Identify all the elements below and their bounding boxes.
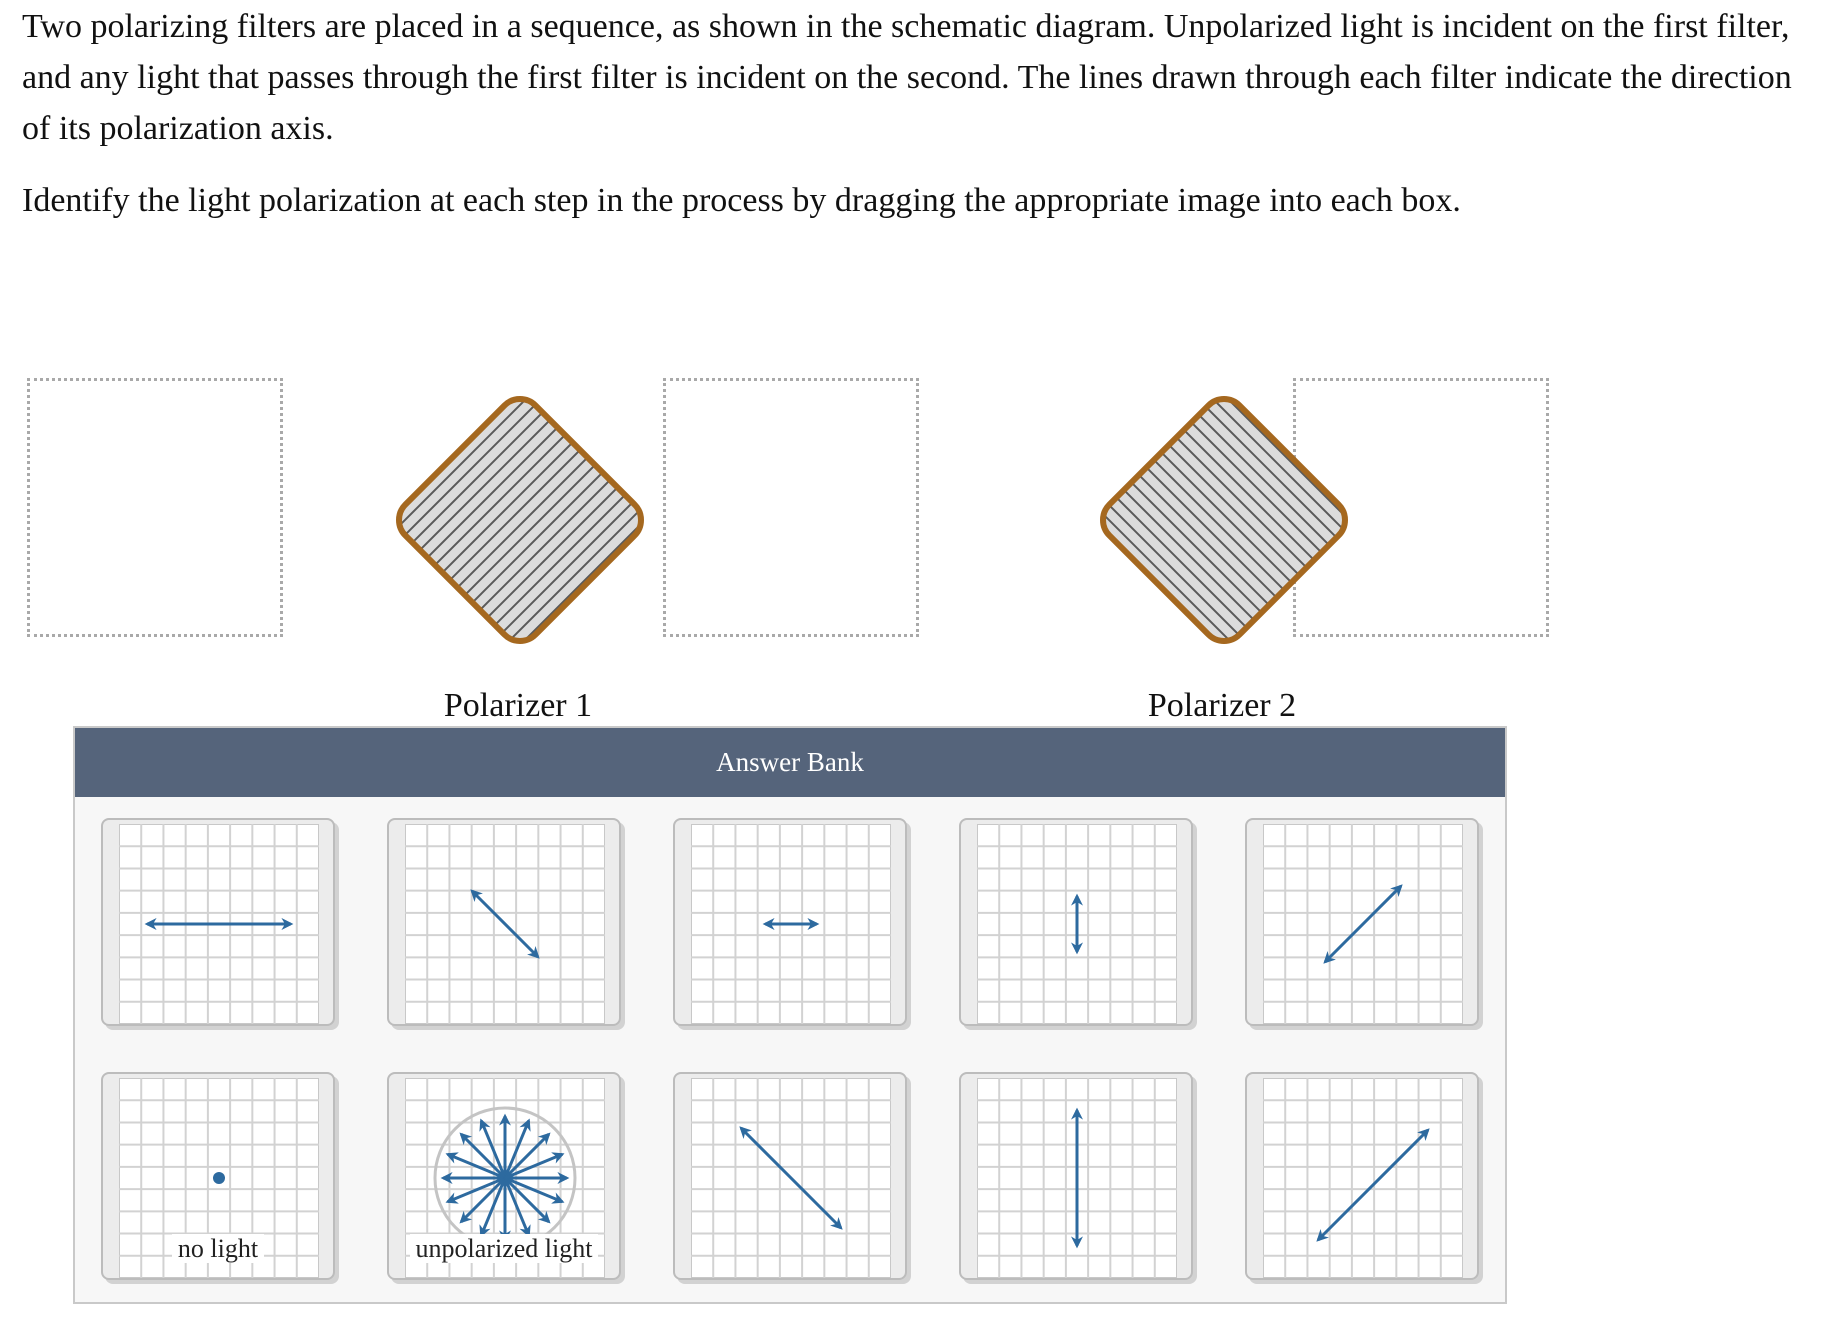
tile-vertical-short-arrow[interactable]: [959, 818, 1193, 1026]
polarizer-2-label: Polarizer 2: [1147, 687, 1297, 724]
tile-horizontal-short-arrow[interactable]: [673, 818, 907, 1026]
tile-horizontal-long-arrow[interactable]: [101, 818, 335, 1026]
tile-grid: [1263, 1078, 1463, 1278]
drop-box-between-polarizers[interactable]: [663, 378, 919, 637]
tile-diagonal-nw-se-long-arrow[interactable]: [673, 1072, 907, 1280]
drop-box-before-polarizer-1[interactable]: [27, 378, 283, 637]
question-paragraph-2: Identify the light polarization at each step in the process by dragging the appropriate image into each box.: [22, 182, 1461, 219]
answer-bank: [73, 726, 1507, 1304]
question-paragraph-1: Two polarizing filters are placed in a sequence, as shown in the schematic diagram. Unpolarized light is incident on the first filter, and any light that passes through the first filter is incident on the second. The lines drawn through each filter indicate the direction of its polarization axis.: [22, 8, 1792, 147]
tile-diagonal-ne-sw-long-arrow[interactable]: [1245, 1072, 1479, 1280]
polarizer-2-filter: [1054, 350, 1394, 690]
tile-diagonal-ne-sw-short-arrow[interactable]: [1245, 818, 1479, 1026]
polarizer-1-label: Polarizer 1: [443, 687, 593, 724]
tile-caption-unpolarized-light: unpolarized light: [410, 1234, 599, 1263]
tile-vertical-long-arrow[interactable]: [959, 1072, 1193, 1280]
polarizer-1-filter: [350, 350, 690, 690]
tile-no-light[interactable]: [101, 1072, 335, 1280]
tile-diagonal-nw-se-short-arrow[interactable]: [387, 818, 621, 1026]
tile-caption-no-light: no light: [172, 1234, 264, 1263]
tile-unpolarized-light[interactable]: [387, 1072, 621, 1280]
answer-bank-header: Answer Bank: [75, 728, 1505, 797]
